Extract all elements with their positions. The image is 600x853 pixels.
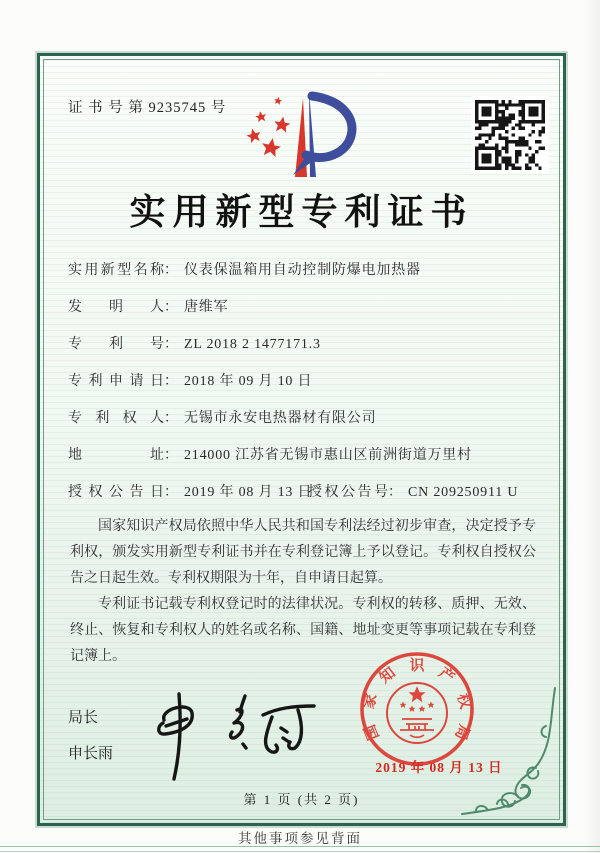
field-label: 专利号 [68, 337, 164, 352]
certificate-number: 证 书 号 第 9235745 号 [68, 100, 227, 116]
field-utility-model-name: 实用新型名称： 仪表保温箱用自动控制防爆电加热器 [68, 261, 538, 281]
field-grant-date: 授权公告日： 2019 年 08 月 13 日 授权公告号： CN 209250911 U [68, 483, 538, 503]
field-label: 专利权人 [68, 411, 164, 426]
signer-block [68, 700, 113, 772]
certificate-title: 实用新型专利证书 [129, 192, 474, 232]
field-label: 授权公告日 [68, 485, 164, 500]
svg-text:产: 产 [435, 664, 457, 687]
svg-text:家: 家 [361, 691, 381, 711]
second-page-edge [0, 846, 600, 852]
logo-stars [245, 96, 291, 158]
field-value: 2018 年 09 月 10 日 [184, 374, 313, 389]
field-inventor: 发明人： 唐维军 [68, 298, 538, 318]
field-label: 实用新型名称 [68, 263, 164, 278]
field-address: 地址： 214000 江苏省无锡市惠山区前洲街道万里村 [68, 446, 538, 466]
field-value: CN 209250911 U [408, 485, 519, 500]
svg-text:权: 权 [453, 691, 473, 711]
field-label: 地址 [68, 448, 164, 463]
field-label: 授权公告号 [308, 485, 388, 500]
certificate-fields [68, 261, 538, 503]
cnipa-patent-logo-icon [243, 86, 363, 184]
svg-text:国: 国 [362, 722, 383, 742]
field-value: 214000 江苏省无锡市惠山区前洲街道万里村 [184, 448, 472, 463]
svg-text:局: 局 [451, 722, 472, 742]
logo-wedges [293, 91, 352, 177]
field-patentee: 专利权人： 无锡市永安电热器材有限公司 [68, 409, 538, 429]
signer-name: 申长雨 [68, 746, 114, 762]
qr-code [471, 96, 549, 174]
field-label: 发明人 [68, 300, 164, 315]
field-value: 唐维军 [184, 300, 229, 315]
signer-title: 局长 [68, 710, 99, 726]
field-filing-date: 专利申请日： 2018 年 09 月 10 日 [68, 372, 538, 392]
field-value: 2019 年 08 月 13 日 [184, 485, 313, 500]
legal-paragraph-1: 国家知识产权局依照中华人民共和国专利法经过初步审查，决定授予专利权，颁发实用新型专利证书并在专利登记簿上予以登记。专利权自授权公告之日起生效。专利权期限为十年，自申请日起算。 [70, 519, 536, 586]
back-note: 其他事项参见背面 [238, 831, 362, 846]
field-value: 无锡市永安电热器材有限公司 [184, 411, 377, 426]
field-grant-publication-number: 授权公告号： CN 209250911 U [308, 483, 518, 503]
page-number: 第 1 页 (共 2 页) [243, 792, 360, 807]
certificate-border [37, 53, 566, 826]
field-value: 仪表保温箱用自动控制防爆电加热器 [184, 263, 421, 278]
seal-emblem [387, 683, 447, 743]
legal-text [70, 514, 536, 670]
svg-text:识: 识 [409, 658, 425, 674]
svg-text:知: 知 [377, 664, 399, 687]
field-patent-number: 专利号： ZL 2018 2 1477171.3 [68, 335, 538, 355]
field-label: 专利申请日 [68, 374, 164, 389]
legal-paragraph-2: 专利证书记载专利权登记时的法律状况。专利权的转移、质押、无效、终止、恢复和专利权人的姓名或名称、国籍、地址变更等事项记载在专利登记簿上。 [70, 597, 536, 664]
seal-date: 2019 年 08 月 13 日 [375, 760, 503, 775]
field-value: ZL 2018 2 1477171.3 [184, 337, 321, 352]
signature-icon [148, 684, 333, 789]
